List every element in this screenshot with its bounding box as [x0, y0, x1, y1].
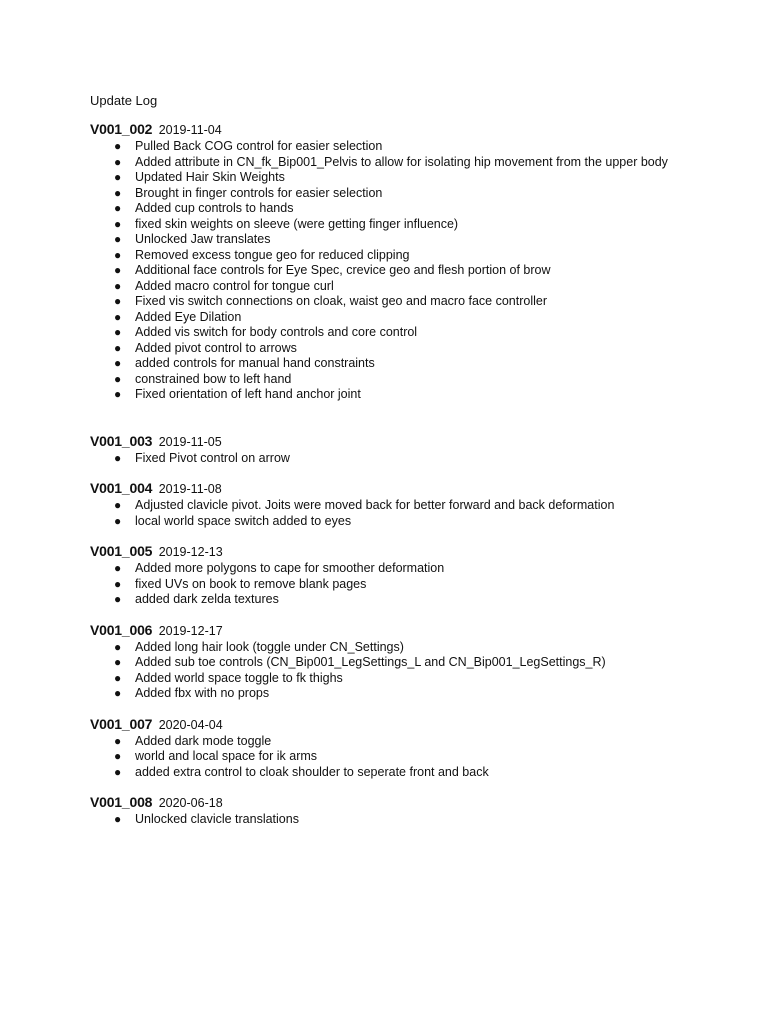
change-text: Brought in finger controls for easier selection [135, 185, 383, 200]
change-text: Added fbx with no props [135, 686, 270, 700]
change-item [90, 655, 680, 671]
version-date: 2020-04-04 [158, 717, 223, 732]
version-section [90, 121, 680, 403]
version-id: V001_004 [90, 480, 153, 496]
bullet-icon: ● [114, 325, 122, 339]
version-date: 2019-11-05 [158, 434, 222, 449]
bullet-icon: ● [114, 812, 122, 826]
bullet-icon: ● [114, 576, 122, 591]
change-text: Updated Hair Skin Weights [135, 170, 285, 184]
bullet-icon: ● [114, 561, 122, 575]
change-item [90, 279, 680, 295]
version-heading [90, 543, 680, 561]
change-item [90, 749, 680, 765]
change-text: fixed UVs on book to remove blank pages [135, 576, 367, 591]
change-text: Fixed vis switch connections on cloak, waist geo and macro face controller [135, 294, 547, 308]
change-item [90, 294, 680, 310]
change-text: Unlocked clavicle translations [135, 812, 299, 826]
change-item [90, 217, 680, 233]
bullet-icon: ● [114, 154, 122, 169]
bullet-icon: ● [114, 592, 122, 606]
change-item [90, 514, 680, 530]
section-spacer [90, 608, 680, 622]
version-list [90, 121, 680, 828]
change-text: Added sub toe controls (CN_Bip001_LegSettings_L and CN_Bip001_LegSettings_R) [135, 655, 606, 669]
bullet-icon: ● [114, 356, 122, 370]
change-item [90, 451, 680, 467]
change-text: added controls for manual hand constraints [135, 356, 375, 370]
change-text: world and local space for ik arms [135, 749, 318, 763]
change-item [90, 372, 680, 388]
change-text: Added world space toggle to fk thighs [135, 670, 343, 685]
change-item [90, 186, 680, 202]
version-section [90, 622, 680, 702]
change-item [90, 640, 680, 656]
bullet-icon: ● [114, 309, 122, 324]
change-text: added extra control to cloak shoulder to seperate front and back [135, 764, 489, 779]
change-item [90, 201, 680, 217]
version-id: V001_002 [90, 121, 153, 137]
bullet-icon: ● [114, 655, 122, 669]
change-text: Added long hair look (toggle under CN_Settings) [135, 639, 404, 654]
version-date: 2019-11-08 [158, 482, 222, 496]
bullet-icon: ● [114, 513, 122, 528]
change-text: Added more polygons to cape for smoother deformation [135, 561, 445, 575]
change-text: Added Eye Dilation [135, 309, 242, 324]
change-item [90, 248, 680, 264]
version-section [90, 716, 680, 781]
bullet-icon: ● [114, 749, 122, 763]
bullet-icon: ● [114, 764, 122, 779]
change-item [90, 765, 680, 781]
bullet-icon: ● [114, 170, 122, 184]
version-heading [90, 716, 680, 734]
change-text: fixed skin weights on sleeve (were getting finger influence) [135, 216, 459, 231]
version-id: V001_008 [90, 794, 153, 810]
change-list [90, 451, 680, 467]
version-id: V001_006 [90, 621, 153, 638]
bullet-icon: ● [114, 139, 122, 153]
change-item [90, 592, 680, 608]
change-item [90, 155, 680, 171]
change-item [90, 232, 680, 248]
change-list [90, 640, 680, 702]
change-text: local world space switch added to eyes [135, 513, 352, 528]
change-text: Added macro control for tongue curl [135, 278, 334, 293]
change-item [90, 310, 680, 326]
bullet-icon: ● [114, 247, 122, 262]
bullet-icon: ● [114, 371, 122, 386]
bullet-icon: ● [114, 670, 122, 685]
change-text: Removed excess tongue geo for reduced clipping [135, 247, 410, 262]
version-id: V001_005 [90, 543, 153, 559]
document-page [90, 92, 680, 828]
version-heading [90, 794, 680, 812]
change-text: Pulled Back COG control for easier selection [135, 139, 383, 153]
section-spacer [90, 403, 680, 433]
version-id: V001_003 [90, 432, 153, 449]
change-item [90, 498, 680, 514]
change-list [90, 734, 680, 781]
bullet-icon: ● [114, 294, 122, 308]
version-heading [90, 480, 680, 498]
change-text: Unlocked Jaw translates [135, 232, 271, 246]
change-text: Added dark mode toggle [135, 733, 272, 748]
change-list [90, 561, 680, 608]
change-text: Added pivot control to arrows [135, 340, 297, 355]
bullet-icon: ● [114, 263, 122, 277]
version-section [90, 433, 680, 467]
version-section [90, 794, 680, 828]
change-text: Fixed orientation of left hand anchor joint [135, 387, 361, 401]
change-text: Added cup controls to hands [135, 201, 294, 215]
section-spacer [90, 466, 680, 480]
bullet-icon: ● [114, 185, 122, 200]
bullet-icon: ● [114, 733, 122, 748]
change-item [90, 577, 680, 593]
change-item [90, 671, 680, 687]
bullet-icon: ● [114, 216, 122, 231]
change-item [90, 561, 680, 577]
bullet-icon: ● [114, 686, 122, 700]
version-section [90, 543, 680, 608]
change-item [90, 139, 680, 155]
version-heading [90, 121, 680, 139]
change-item [90, 686, 680, 702]
change-item [90, 734, 680, 750]
version-heading [90, 622, 680, 640]
change-text: Added attribute in CN_fk_Bip001_Pelvis to allow for isolating hip movement from the upper body [135, 154, 668, 169]
change-item [90, 263, 680, 279]
change-list [90, 139, 680, 403]
bullet-icon: ● [114, 498, 122, 512]
bullet-icon: ● [114, 387, 122, 401]
bullet-icon: ● [114, 278, 122, 293]
change-item [90, 325, 680, 341]
bullet-icon: ● [114, 340, 122, 355]
change-text: added dark zelda textures [135, 592, 279, 606]
change-item [90, 387, 680, 403]
version-date: 2019-11-04 [158, 123, 222, 137]
bullet-icon: ● [114, 639, 122, 654]
bullet-icon: ● [114, 201, 122, 215]
version-date: 2020-06-18 [158, 796, 223, 810]
version-heading [90, 433, 680, 451]
bullet-icon: ● [114, 232, 122, 246]
change-text: constrained bow to left hand [135, 371, 292, 386]
section-spacer [90, 702, 680, 716]
version-date: 2019-12-17 [158, 623, 223, 638]
change-list [90, 812, 680, 828]
change-text: Additional face controls for Eye Spec, crevice geo and flesh portion of brow [135, 263, 551, 277]
version-section [90, 480, 680, 529]
change-item [90, 812, 680, 828]
change-text: Fixed Pivot control on arrow [135, 450, 290, 465]
change-item [90, 341, 680, 357]
change-item [90, 170, 680, 186]
version-date: 2019-12-13 [158, 545, 223, 559]
section-spacer [90, 780, 680, 794]
bullet-icon: ● [114, 450, 122, 465]
section-spacer [90, 529, 680, 543]
change-text: Adjusted clavicle pivot. Joits were moved back for better forward and back deformation [135, 498, 615, 512]
version-id: V001_007 [90, 715, 153, 732]
change-item [90, 356, 680, 372]
change-list [90, 498, 680, 529]
change-text: Added vis switch for body controls and core control [135, 325, 418, 339]
document-title: Update Log [90, 93, 158, 108]
